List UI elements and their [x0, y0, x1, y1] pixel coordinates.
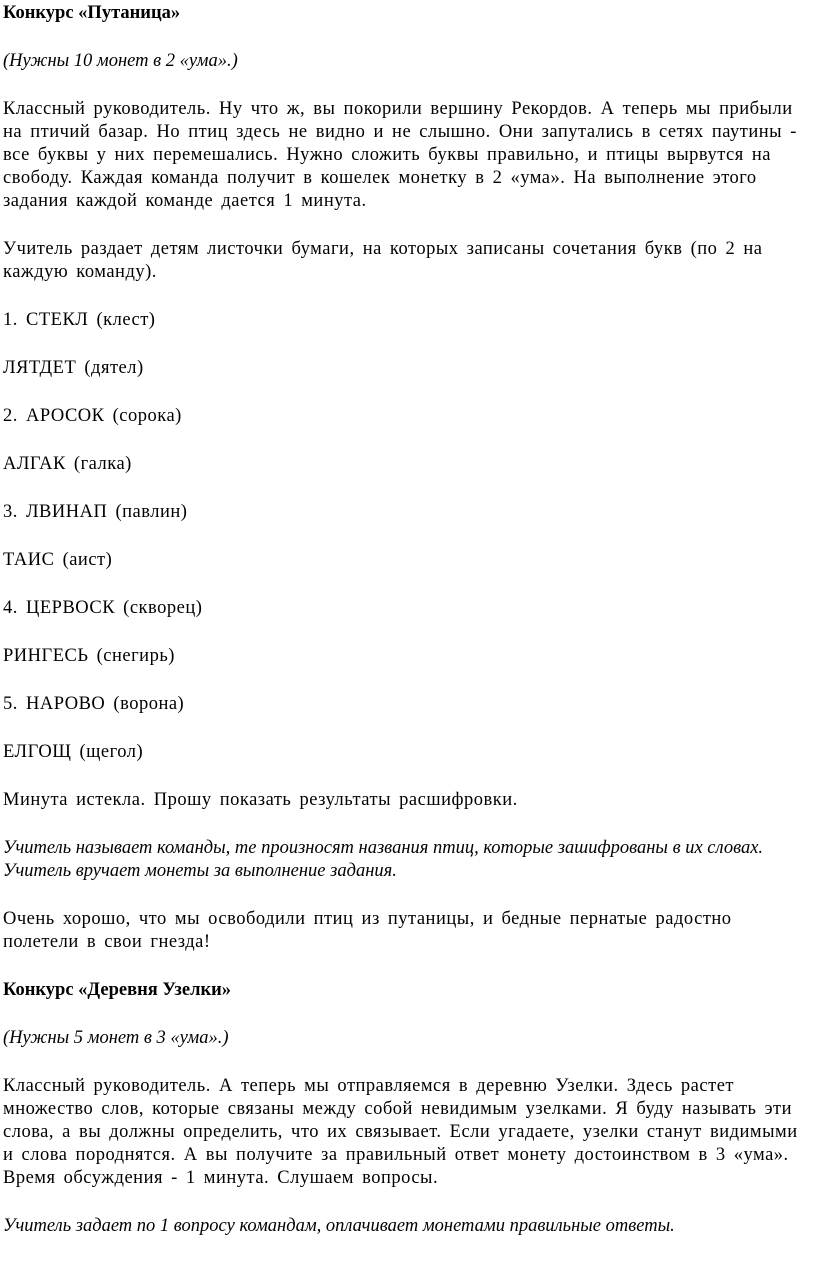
puzzle-item: ЕЛГОЩ (щегол)	[3, 742, 144, 762]
section-title: Конкурс «Путаница»	[3, 3, 181, 23]
instruction-paragraph: Учитель раздает детям листочки бумаги, на которых записаны сочетания букв (по 2 на каждую команду).	[3, 239, 763, 282]
section-intro-paragraph: Классный руководитель. Ну что ж, вы покорили вершину Рекордов. А теперь мы прибыли на птичий базар. Но птиц здесь не видно и не слышно. Они запутались в сетях паутины - все буквы у них перемешались. Нужно сложить буквы правильно, и птицы вырвутся на свободу. Каждая команда получит в кошелек монетку в 2 «ума». На выполнение этого задания каждой команде дается 1 минута.	[3, 99, 797, 211]
puzzle-item: 2. АРОСОК (сорока)	[3, 406, 182, 426]
teacher-note: Учитель задает по 1 вопросу командам, оплачивает монетами правильные ответы.	[3, 1216, 675, 1236]
puzzle-item: ЛЯТДЕТ (дятел)	[3, 358, 144, 378]
puzzle-item: 4. ЦЕРВОСК (скворец)	[3, 598, 203, 618]
closing-paragraph: Очень хорошо, что мы освободили птиц из путаницы, и бедные пернатые радостно полетели в свои гнезда!	[3, 909, 732, 952]
section-intro-paragraph: Классный руководитель. А теперь мы отправляемся в деревню Узелки. Здесь растет множество слов, которые связаны между собой невидимым узелками. Я буду называть эти слова, а вы должны определить, что их связывает. Если угадаете, узелки станут видимыми и слова породнятся. А вы получите за правильный ответ монету достоинством в 3 «ума». Время обсуждения - 1 минута. Слушаем вопросы.	[3, 1076, 798, 1188]
puzzle-item: ТАИС (аист)	[3, 550, 113, 570]
puzzle-item: 5. НАРОВО (ворона)	[3, 694, 185, 714]
section-cost-note: (Нужны 10 монет в 2 «ума».)	[3, 51, 238, 71]
puzzle-item: 3. ЛВИНАП (павлин)	[3, 502, 188, 522]
puzzle-item: 1. СТЕКЛ (клест)	[3, 310, 156, 330]
time-up-paragraph: Минута истекла. Прошу показать результаты расшифровки.	[3, 790, 518, 810]
puzzle-item: АЛГАК (галка)	[3, 454, 132, 474]
teacher-note: Учитель называет команды, те произносят названия птиц, которые зашифрованы в их словах. Учитель вручает монеты за выполнение задания.	[3, 838, 764, 881]
puzzle-item: РИНГЕСЬ (снегирь)	[3, 646, 175, 666]
section-title: Конкурс «Деревня Узелки»	[3, 980, 232, 1000]
section-cost-note: (Нужны 5 монет в 3 «ума».)	[3, 1028, 229, 1048]
